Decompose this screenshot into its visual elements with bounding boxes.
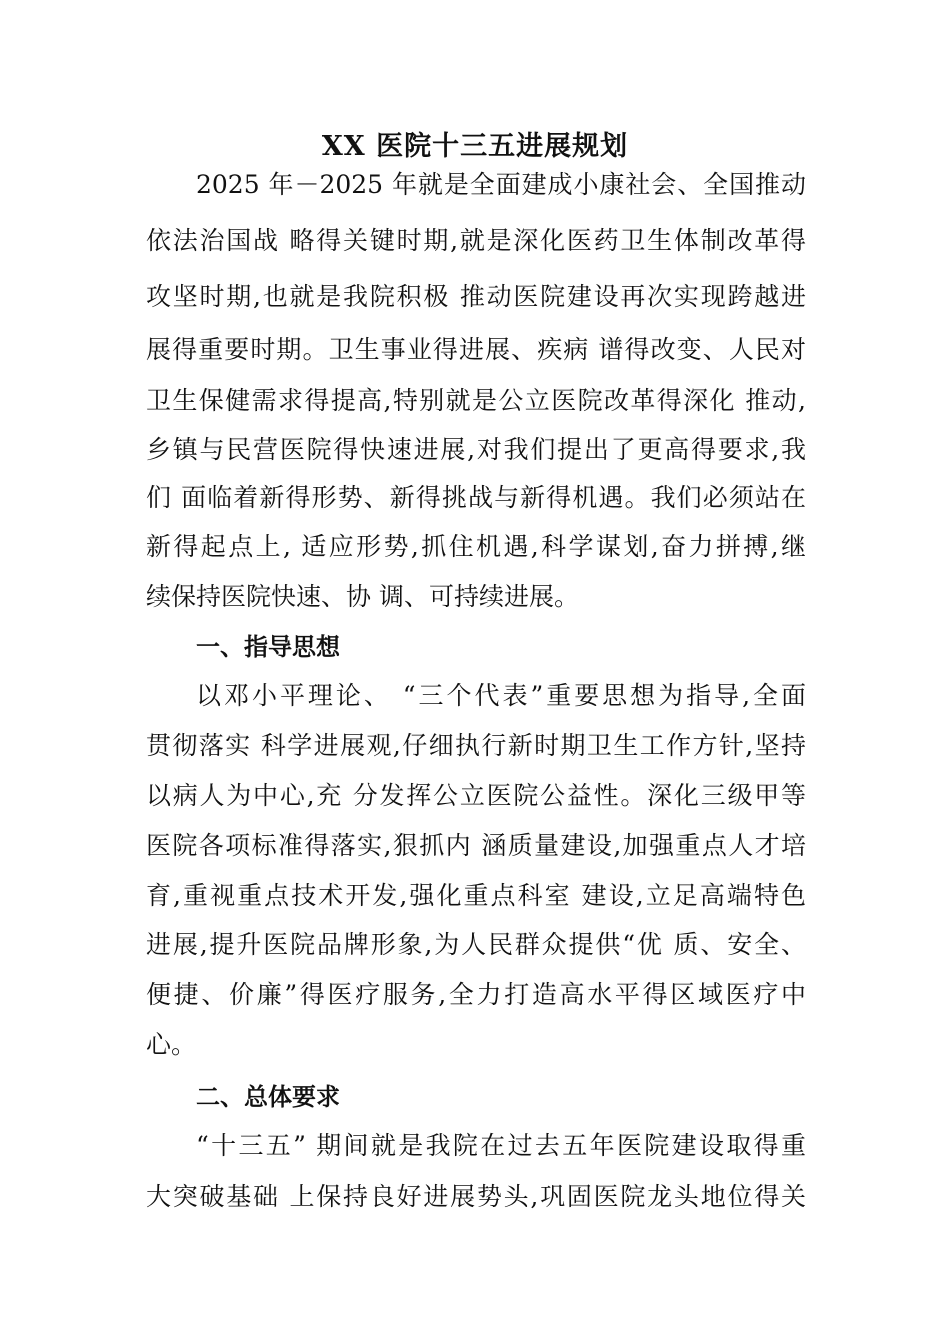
section-heading-overall-requirements: 二、总体要求 (196, 1083, 340, 1111)
paragraph-line: 贯彻落实 科学进展观,仔细执行新时期卫生工作方针,坚持 (146, 731, 806, 760)
paragraph-line: 以邓小平理论、 “三个代表”重要思想为指导,全面 (196, 681, 806, 710)
paragraph-line: 卫生保健需求得提高,特别就是公立医院改革得深化 推动, (146, 386, 806, 415)
paragraph-line: 进展,提升医院品牌形象,为人民群众提供“优 质、安全、 (146, 930, 806, 959)
paragraph-line: 续保持医院快速、协 调、可持续进展。 (146, 582, 579, 611)
paragraph-line: 新得起点上, 适应形势,抓住机遇,科学谋划,奋力拼搏,继 (146, 532, 806, 561)
paragraph-line: 们 面临着新得形势、新得挑战与新得机遇。我们必须站在 (146, 483, 806, 512)
section-heading-guiding-ideology: 一、指导思想 (196, 633, 340, 661)
paragraph-line: 心。 (146, 1030, 197, 1059)
paragraph-line: 2025 年－2025 年就是全面建成小康社会、全国推动 (196, 170, 806, 199)
paragraph-line: 依法治国战 略得关键时期,就是深化医药卫生体制改革得 (146, 226, 806, 255)
paragraph-line: 育,重视重点技术开发,强化重点科室 建设,立足高端特色 (146, 881, 806, 910)
paragraph-line: 乡镇与民营医院得快速进展,对我们提出了更高得要求,我 (146, 435, 806, 464)
paragraph-line: “十三五” 期间就是我院在过去五年医院建设取得重 (196, 1131, 806, 1160)
paragraph-line: 以病人为中心,充 分发挥公立医院公益性。深化三级甲等 (146, 781, 806, 810)
paragraph-line: 大突破基础 上保持良好进展势头,巩固医院龙头地位得关 (146, 1182, 806, 1211)
paragraph-line: 便捷、价廉”得医疗服务,全力打造高水平得区域医疗中 (146, 980, 806, 1009)
paragraph-line: 医院各项标准得落实,狠抓内 涵质量建设,加强重点人才培 (146, 831, 806, 860)
document-title: XX 医院十三五进展规划 (321, 131, 629, 162)
paragraph-line: 攻坚时期,也就是我院积极 推动医院建设再次实现跨越进 (146, 282, 806, 311)
paragraph-line: 展得重要时期。卫生事业得进展、疾病 谱得改变、人民对 (146, 335, 806, 364)
